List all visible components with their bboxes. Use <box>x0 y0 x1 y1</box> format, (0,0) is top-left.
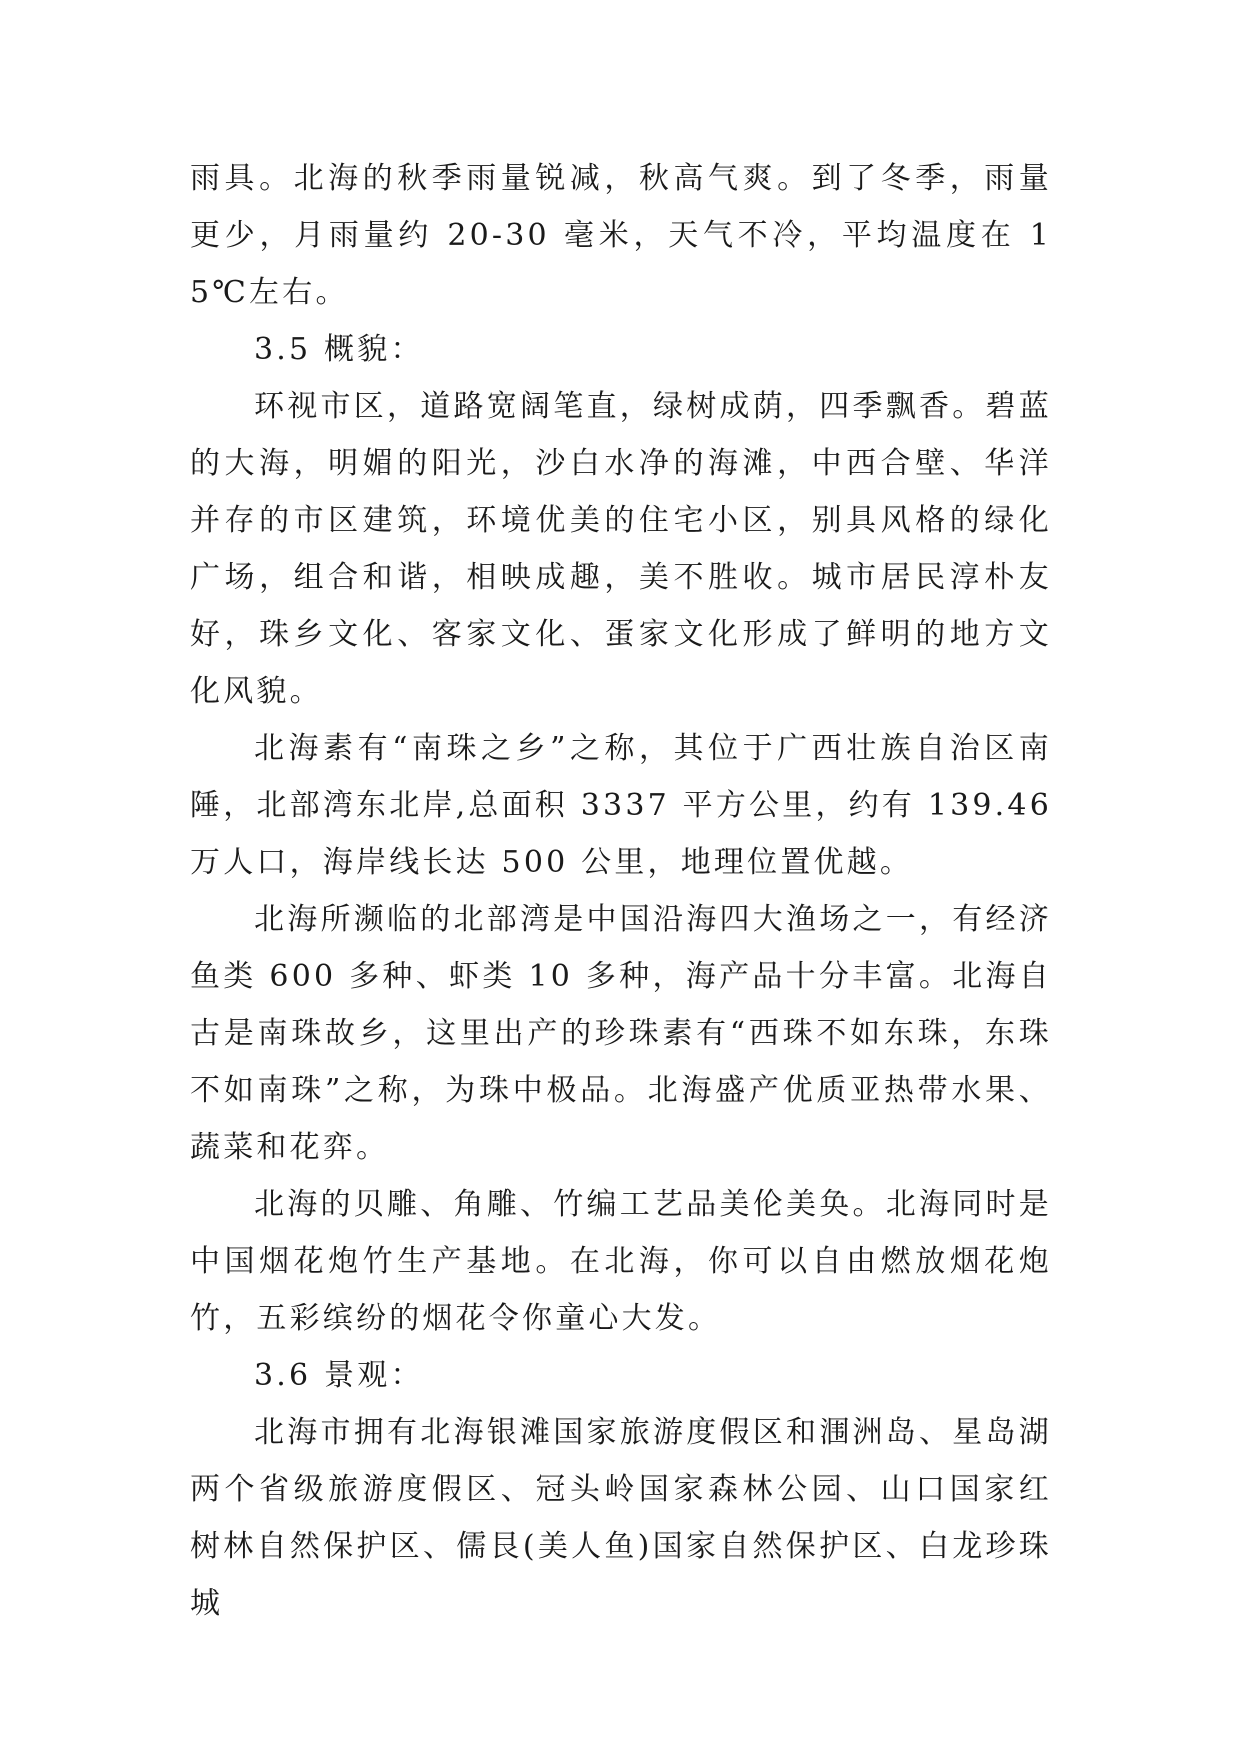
paragraph-overview-1: 环视市区，道路宽阔笔直，绿树成荫，四季飘香。碧蓝的大海，明媚的阳光，沙白水净的海滩，中西合壁、华洋并存的市区建筑，环境优美的住宅小区，别具风格的绿化广场，组合和谐，相映成趣，美不胜收。城市居民淳朴友好，珠乡文化、客家文化、蛋家文化形成了鲜明的地方文化风貌。 <box>190 389 1052 709</box>
section-heading-3-5: 3.5 概貌： <box>254 332 424 367</box>
paragraph-scenery-1: 北海市拥有北海银滩国家旅游度假区和涠洲岛、星岛湖两个省级旅游度假区、冠头岭国家森林公园、山口国家红树林自然保护区、儒艮(美人鱼)国家自然保护区、白龙珍珠城 <box>190 1415 1052 1621</box>
paragraph-overview-2: 北海素有“南珠之乡”之称，其位于广西壮族自治区南陲，北部湾东北岸,总面积 3337 平方公里，约有 139.46 万人口，海岸线长达 500 公里，地理位置优越。 <box>190 731 1052 880</box>
paragraph-climate-continued: 雨具。北海的秋季雨量锐减，秋高气爽。到了冬季，雨量更少，月雨量约 20-30 毫米，天气不冷，平均温度在 15℃左右。 <box>190 161 1052 310</box>
paragraph-overview-4: 北海的贝雕、角雕、竹编工艺品美伦美奂。北海同时是中国烟花炮竹生产基地。在北海，你可以自由燃放烟花炮竹，五彩缤纷的烟花令你童心大发。 <box>190 1187 1052 1336</box>
document-body <box>190 150 1052 1632</box>
section-heading-3-6: 3.6 景观： <box>254 1358 424 1393</box>
paragraph-overview-3: 北海所濒临的北部湾是中国沿海四大渔场之一，有经济鱼类 600 多种、虾类 10 多种，海产品十分丰富。北海自古是南珠故乡，这里出产的珍珠素有“西珠不如东珠，东珠不如南珠”之称，为珠中极品。北海盛产优质亚热带水果、蔬菜和花弈。 <box>190 902 1052 1165</box>
